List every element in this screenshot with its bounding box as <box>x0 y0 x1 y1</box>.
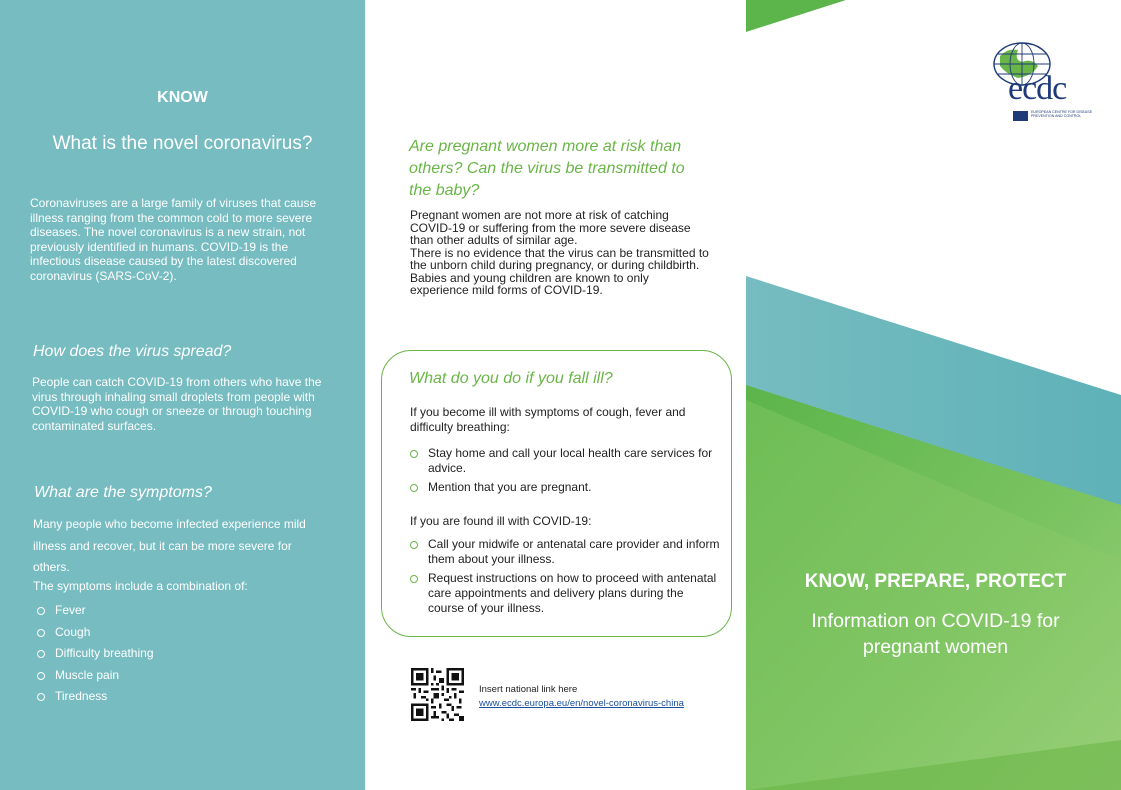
bullet-circle-icon <box>37 693 45 701</box>
cover-title: KNOW, PREPARE, PROTECT <box>804 571 1067 592</box>
ecdc-logo-subtext: EUROPEAN CENTRE FOR DISEASE PREVENTION AND CONTROL <box>1031 110 1093 118</box>
list-item: Request instructions on how to proceed with antenatal care appointments and delivery plans during the course of your illness. <box>409 571 721 616</box>
link-label: Insert national link here <box>479 684 578 695</box>
list-item: Mention that you are pregnant. <box>409 480 719 495</box>
spread-heading: How does the virus spread? <box>33 343 232 360</box>
intro-text: Coronaviruses are a large family of viruses that cause illness ranging from the common cold to more severe diseases. The novel coronavirus is a new strain, not previously identified in humans. COVID-19 is the infectious disease caused by the latest discovered coronavirus (SARS-CoV-2). <box>30 196 317 283</box>
symptoms-text: Many people who become infected experience mild illness and recover, but it can be more severe for others. <box>33 517 306 574</box>
fall-ill-steps-2 <box>409 537 721 616</box>
answer-paragraph: Babies and young children are known to only experience mild forms of COVID-19. <box>410 270 649 297</box>
list-item: Stay home and call your local health care services for advice. <box>409 446 719 476</box>
spread-text: People can catch COVID-19 from others who have the virus through inhaling small droplets from people with COVID-19 who cough or sneeze or through touching contaminated surfaces. <box>32 375 322 433</box>
ecdc-wordmark: ecdc <box>1008 70 1067 107</box>
section-heading-know: KNOW <box>157 89 208 106</box>
list-item: Cough <box>33 625 154 647</box>
list-item: Muscle pain <box>33 668 154 690</box>
symptoms-intro: The symptoms include a combination of: <box>33 579 248 593</box>
list-item: Fever <box>33 603 154 625</box>
list-item: Difficulty breathing <box>33 646 154 668</box>
symptoms-list <box>33 603 154 711</box>
section-title: What is the novel coronavirus? <box>52 133 313 154</box>
list-item: Call your midwife or antenatal care provider and inform them about your illness. <box>409 537 721 567</box>
bullet-circle-icon <box>37 650 45 658</box>
qr-code-icon[interactable] <box>411 668 464 721</box>
fall-ill-steps <box>409 446 719 495</box>
list-item: Tiredness <box>33 689 154 711</box>
pregnancy-risk-question: Are pregnant women more at risk than others? Can the virus be transmitted to the baby? <box>409 138 685 199</box>
cover-panel <box>746 0 1121 790</box>
fall-ill-title: What do you do if you fall ill? <box>409 370 613 387</box>
left-panel <box>0 0 365 790</box>
eu-flag-icon <box>1013 111 1028 121</box>
bullet-circle-icon <box>37 607 45 615</box>
bullet-circle-icon <box>410 484 418 492</box>
ecdc-logo <box>992 40 1092 130</box>
ecdc-link[interactable]: www.ecdc.europa.eu/en/novel-coronavirus-china <box>479 698 684 709</box>
bullet-circle-icon <box>410 575 418 583</box>
fall-ill-intro-2: If you are found ill with COVID-19: <box>410 514 592 528</box>
bullet-circle-icon <box>37 629 45 637</box>
symptoms-heading: What are the symptoms? <box>34 484 212 501</box>
answer-paragraph: Pregnant women are not more at risk of catching COVID-19 or suffering from the more severe disease than other adults of similar age. <box>410 208 691 247</box>
bullet-circle-icon <box>410 541 418 549</box>
answer-paragraph: There is no evidence that the virus can be transmitted to the unborn child during pregnancy, or during childbirth. <box>410 245 709 272</box>
bullet-circle-icon <box>37 672 45 680</box>
cover-subtitle: Information on COVID-19 for pregnant women <box>811 610 1060 658</box>
fall-ill-intro: If you become ill with symptoms of cough, fever and difficulty breathing: <box>410 405 686 434</box>
bullet-circle-icon <box>410 450 418 458</box>
pregnancy-risk-answer <box>410 209 710 297</box>
